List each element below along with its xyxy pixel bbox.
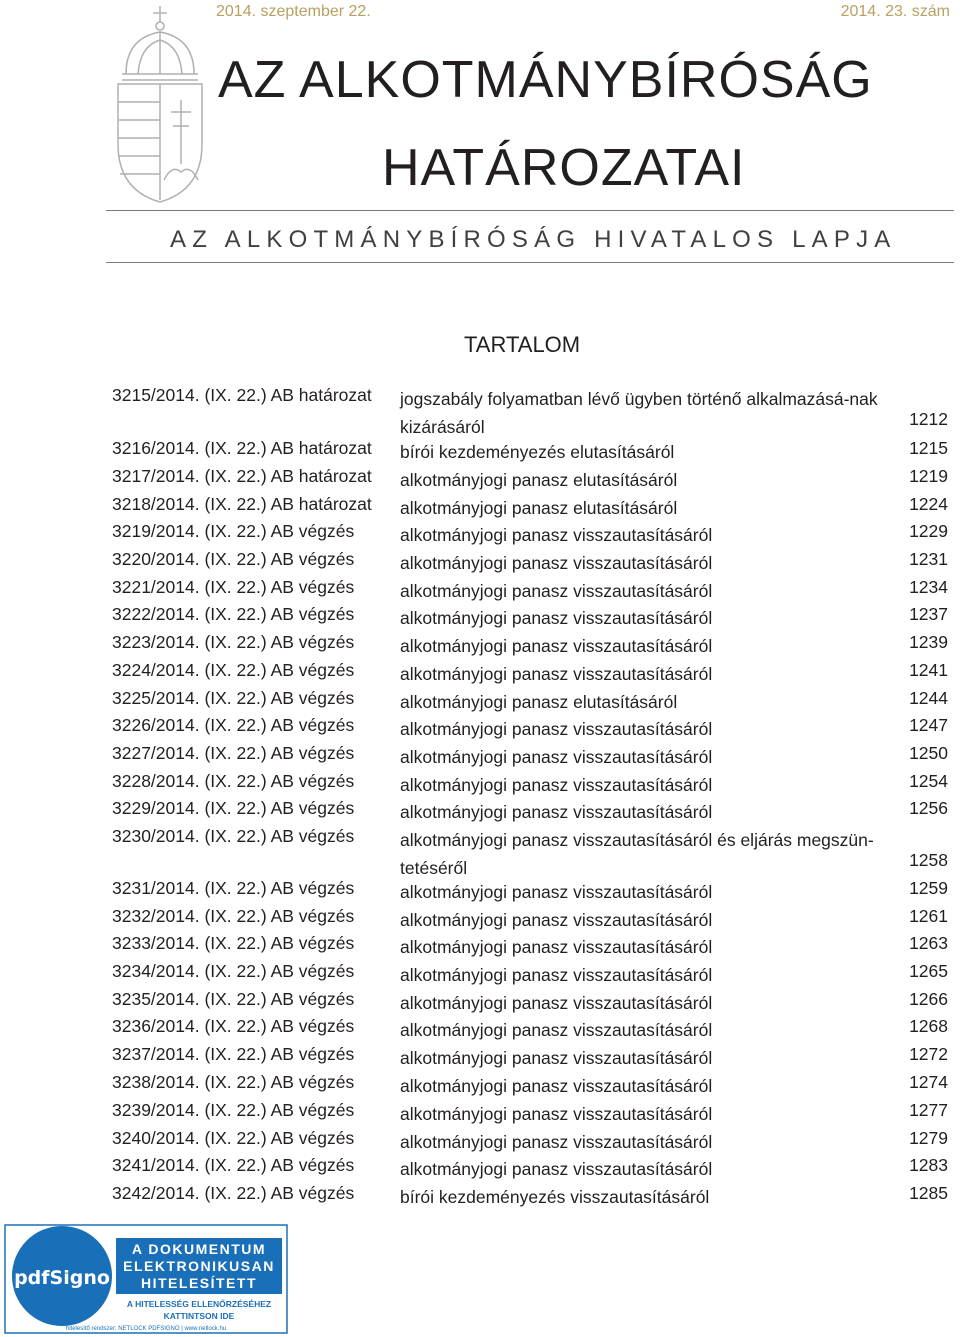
toc-entry-description: alkotmányjogi panasz visszautasításáról: [400, 581, 713, 601]
publication-subtitle: AZ ALKOTMÁNYBÍRÓSÁG HIVATALOS LAPJA: [170, 226, 897, 253]
toc-entry-page: 1250: [909, 743, 948, 763]
toc-entry-number: 3240/2014. (IX. 22.) AB végzés: [112, 1128, 355, 1148]
toc-entry-number: 3219/2014. (IX. 22.) AB végzés: [112, 521, 355, 541]
toc-entry-page: 1263: [909, 933, 948, 953]
toc-entry-page: 1239: [909, 632, 948, 652]
toc-entry-number: 3220/2014. (IX. 22.) AB végzés: [112, 549, 355, 569]
toc-entry-page: 1279: [909, 1128, 948, 1148]
toc-entry-description: alkotmányjogi panasz visszautasításáról: [400, 747, 713, 767]
toc-entry-description: alkotmányjogi panasz elutasításáról: [400, 470, 678, 490]
toc-entry-number: 3241/2014. (IX. 22.) AB végzés: [112, 1155, 355, 1175]
toc-entry-description: alkotmányjogi panasz visszautasításáról: [400, 719, 713, 739]
toc-entry-number: 3233/2014. (IX. 22.) AB végzés: [112, 933, 355, 953]
toc-entry-description: alkotmányjogi panasz visszautasításáról: [400, 1159, 713, 1179]
issue-number: 2014. 23. szám: [840, 3, 950, 20]
toc-entry-number: 3238/2014. (IX. 22.) AB végzés: [112, 1072, 355, 1092]
toc-entry-description: alkotmányjogi panasz visszautasításáról: [400, 993, 713, 1013]
issue-date: 2014. szeptember 22.: [216, 3, 371, 20]
toc-entry-description: jogszabály folyamatban lévő ügyben történő alkalmazásá-nak kizárásáról: [400, 389, 878, 437]
toc-entry-number: 3234/2014. (IX. 22.) AB végzés: [112, 961, 355, 981]
toc-entry-description: alkotmányjogi panasz visszautasításáról: [400, 775, 713, 795]
toc-entry-page: 1265: [909, 961, 948, 981]
toc-entry-number: 3231/2014. (IX. 22.) AB végzés: [112, 878, 355, 898]
badge-line-2: ELEKTRONIKUSAN: [123, 1258, 275, 1274]
toc-entry-description: alkotmányjogi panasz visszautasításáról és eljárás megszün-tetéséről: [400, 830, 874, 878]
toc-entry-number: 3235/2014. (IX. 22.) AB végzés: [112, 989, 355, 1009]
toc-entry-page: 1266: [909, 989, 948, 1009]
toc-heading: TARTALOM: [464, 332, 581, 357]
toc-entry-page: 1258: [909, 850, 948, 870]
toc-entry-page: 1277: [909, 1100, 948, 1120]
toc-entry-description: alkotmányjogi panasz visszautasításáról: [400, 608, 713, 628]
toc-entry-page: 1212: [909, 409, 948, 429]
badge-line-1: A DOKUMENTUM: [131, 1241, 267, 1257]
toc-entry-page: 1241: [909, 660, 948, 680]
coat-of-arms-icon: [112, 4, 208, 204]
badge-line-3: HITELESÍTETT: [141, 1275, 257, 1291]
authentication-badge[interactable]: [4, 1224, 288, 1334]
toc-entry-number: 3226/2014. (IX. 22.) AB végzés: [112, 715, 355, 735]
toc-entry-number: 3221/2014. (IX. 22.) AB végzés: [112, 577, 355, 597]
toc-entry-number: 3217/2014. (IX. 22.) AB határozat: [112, 466, 372, 486]
toc-entry-number: 3239/2014. (IX. 22.) AB végzés: [112, 1100, 355, 1120]
toc-entry-page: 1259: [909, 878, 948, 898]
toc-entry-description: alkotmányjogi panasz visszautasításáról: [400, 664, 713, 684]
toc-entry-page: 1231: [909, 549, 948, 569]
toc-entry-description: bírói kezdeményezés elutasításáról: [400, 442, 675, 462]
toc-entry-page: 1237: [909, 604, 948, 624]
publication-title-line2: HATÁROZATAI: [382, 139, 746, 197]
toc-entry-page: 1215: [909, 438, 948, 458]
toc-entry-number: 3228/2014. (IX. 22.) AB végzés: [112, 771, 355, 791]
toc-entry-number: 3230/2014. (IX. 22.) AB végzés: [112, 826, 355, 846]
toc-entry-page: 1272: [909, 1044, 948, 1064]
toc-entry-page: 1254: [909, 771, 948, 791]
toc-entry-page: 1234: [909, 577, 948, 597]
toc-entry-page: 1247: [909, 715, 948, 735]
toc-entry-page: 1219: [909, 466, 948, 486]
toc-entry-page: 1274: [909, 1072, 948, 1092]
toc-entry-description: bírói kezdeményezés visszautasításáról: [400, 1187, 710, 1207]
toc-entry-number: 3216/2014. (IX. 22.) AB határozat: [112, 438, 372, 458]
toc-entry-description: alkotmányjogi panasz visszautasításáról: [400, 1132, 713, 1152]
toc-entry-page: 1229: [909, 521, 948, 541]
toc-entry-description: alkotmányjogi panasz visszautasításáról: [400, 882, 713, 902]
divider: [106, 262, 954, 263]
toc-entry-description: alkotmányjogi panasz visszautasításáról: [400, 937, 713, 957]
toc-entry-number: 3232/2014. (IX. 22.) AB végzés: [112, 906, 355, 926]
toc-entry-page: 1256: [909, 798, 948, 818]
publication-title: AZ ALKOTMÁNYBÍRÓSÁG: [218, 51, 873, 109]
toc-entry-number: 3225/2014. (IX. 22.) AB végzés: [112, 688, 355, 708]
toc-entry-number: 3237/2014. (IX. 22.) AB végzés: [112, 1044, 355, 1064]
toc-entry-description: alkotmányjogi panasz visszautasításáról: [400, 910, 713, 930]
toc-entry-description: alkotmányjogi panasz visszautasításáról: [400, 1048, 713, 1068]
toc-entry-number: 3224/2014. (IX. 22.) AB végzés: [112, 660, 355, 680]
toc-entry-description: alkotmányjogi panasz visszautasításáról: [400, 1076, 713, 1096]
toc-entry-description: alkotmányjogi panasz visszautasításáról: [400, 802, 713, 822]
toc-entry-page: 1244: [909, 688, 948, 708]
pdfsigno-logo-text: pdfSigno: [14, 1267, 110, 1289]
toc-entry-number: 3218/2014. (IX. 22.) AB határozat: [112, 494, 372, 514]
toc-entry-number: 3222/2014. (IX. 22.) AB végzés: [112, 604, 355, 624]
toc-entry-description: alkotmányjogi panasz visszautasításáról: [400, 965, 713, 985]
divider: [106, 210, 954, 211]
toc-entry-number: 3227/2014. (IX. 22.) AB végzés: [112, 743, 355, 763]
toc-entry-description: alkotmányjogi panasz elutasításáról: [400, 498, 678, 518]
toc-entry-description: alkotmányjogi panasz visszautasításáról: [400, 553, 713, 573]
toc-entry-page: 1285: [909, 1183, 948, 1203]
toc-entry-description: alkotmányjogi panasz visszautasításáról: [400, 636, 713, 656]
toc-entry-description: alkotmányjogi panasz visszautasításáról: [400, 1020, 713, 1040]
badge-footer: hitelesítő rendszer: NETLOCK PDFSIGNO | www.netlock.hu: [65, 1326, 227, 1332]
toc-entry-number: 3242/2014. (IX. 22.) AB végzés: [112, 1183, 355, 1203]
toc-entry-description: alkotmányjogi panasz visszautasításáról: [400, 525, 713, 545]
toc-entry-description: alkotmányjogi panasz elutasításáról: [400, 692, 678, 712]
toc-entry-number: 3236/2014. (IX. 22.) AB végzés: [112, 1016, 355, 1036]
toc-entry-description: alkotmányjogi panasz visszautasításáról: [400, 1104, 713, 1124]
toc-entry-number: 3223/2014. (IX. 22.) AB végzés: [112, 632, 355, 652]
badge-line-5: KATTINTSON IDE: [163, 1311, 235, 1321]
toc-entry-page: 1283: [909, 1155, 948, 1175]
toc-entry-number: 3229/2014. (IX. 22.) AB végzés: [112, 798, 355, 818]
badge-line-4: A HITELESSÉG ELLENŐRZÉSÉHEZ: [126, 1299, 272, 1309]
toc-entry-page: 1261: [909, 906, 948, 926]
toc-entry-page: 1224: [909, 494, 948, 514]
toc-entry-page: 1268: [909, 1016, 948, 1036]
toc-entry-number: 3215/2014. (IX. 22.) AB határozat: [112, 385, 372, 405]
